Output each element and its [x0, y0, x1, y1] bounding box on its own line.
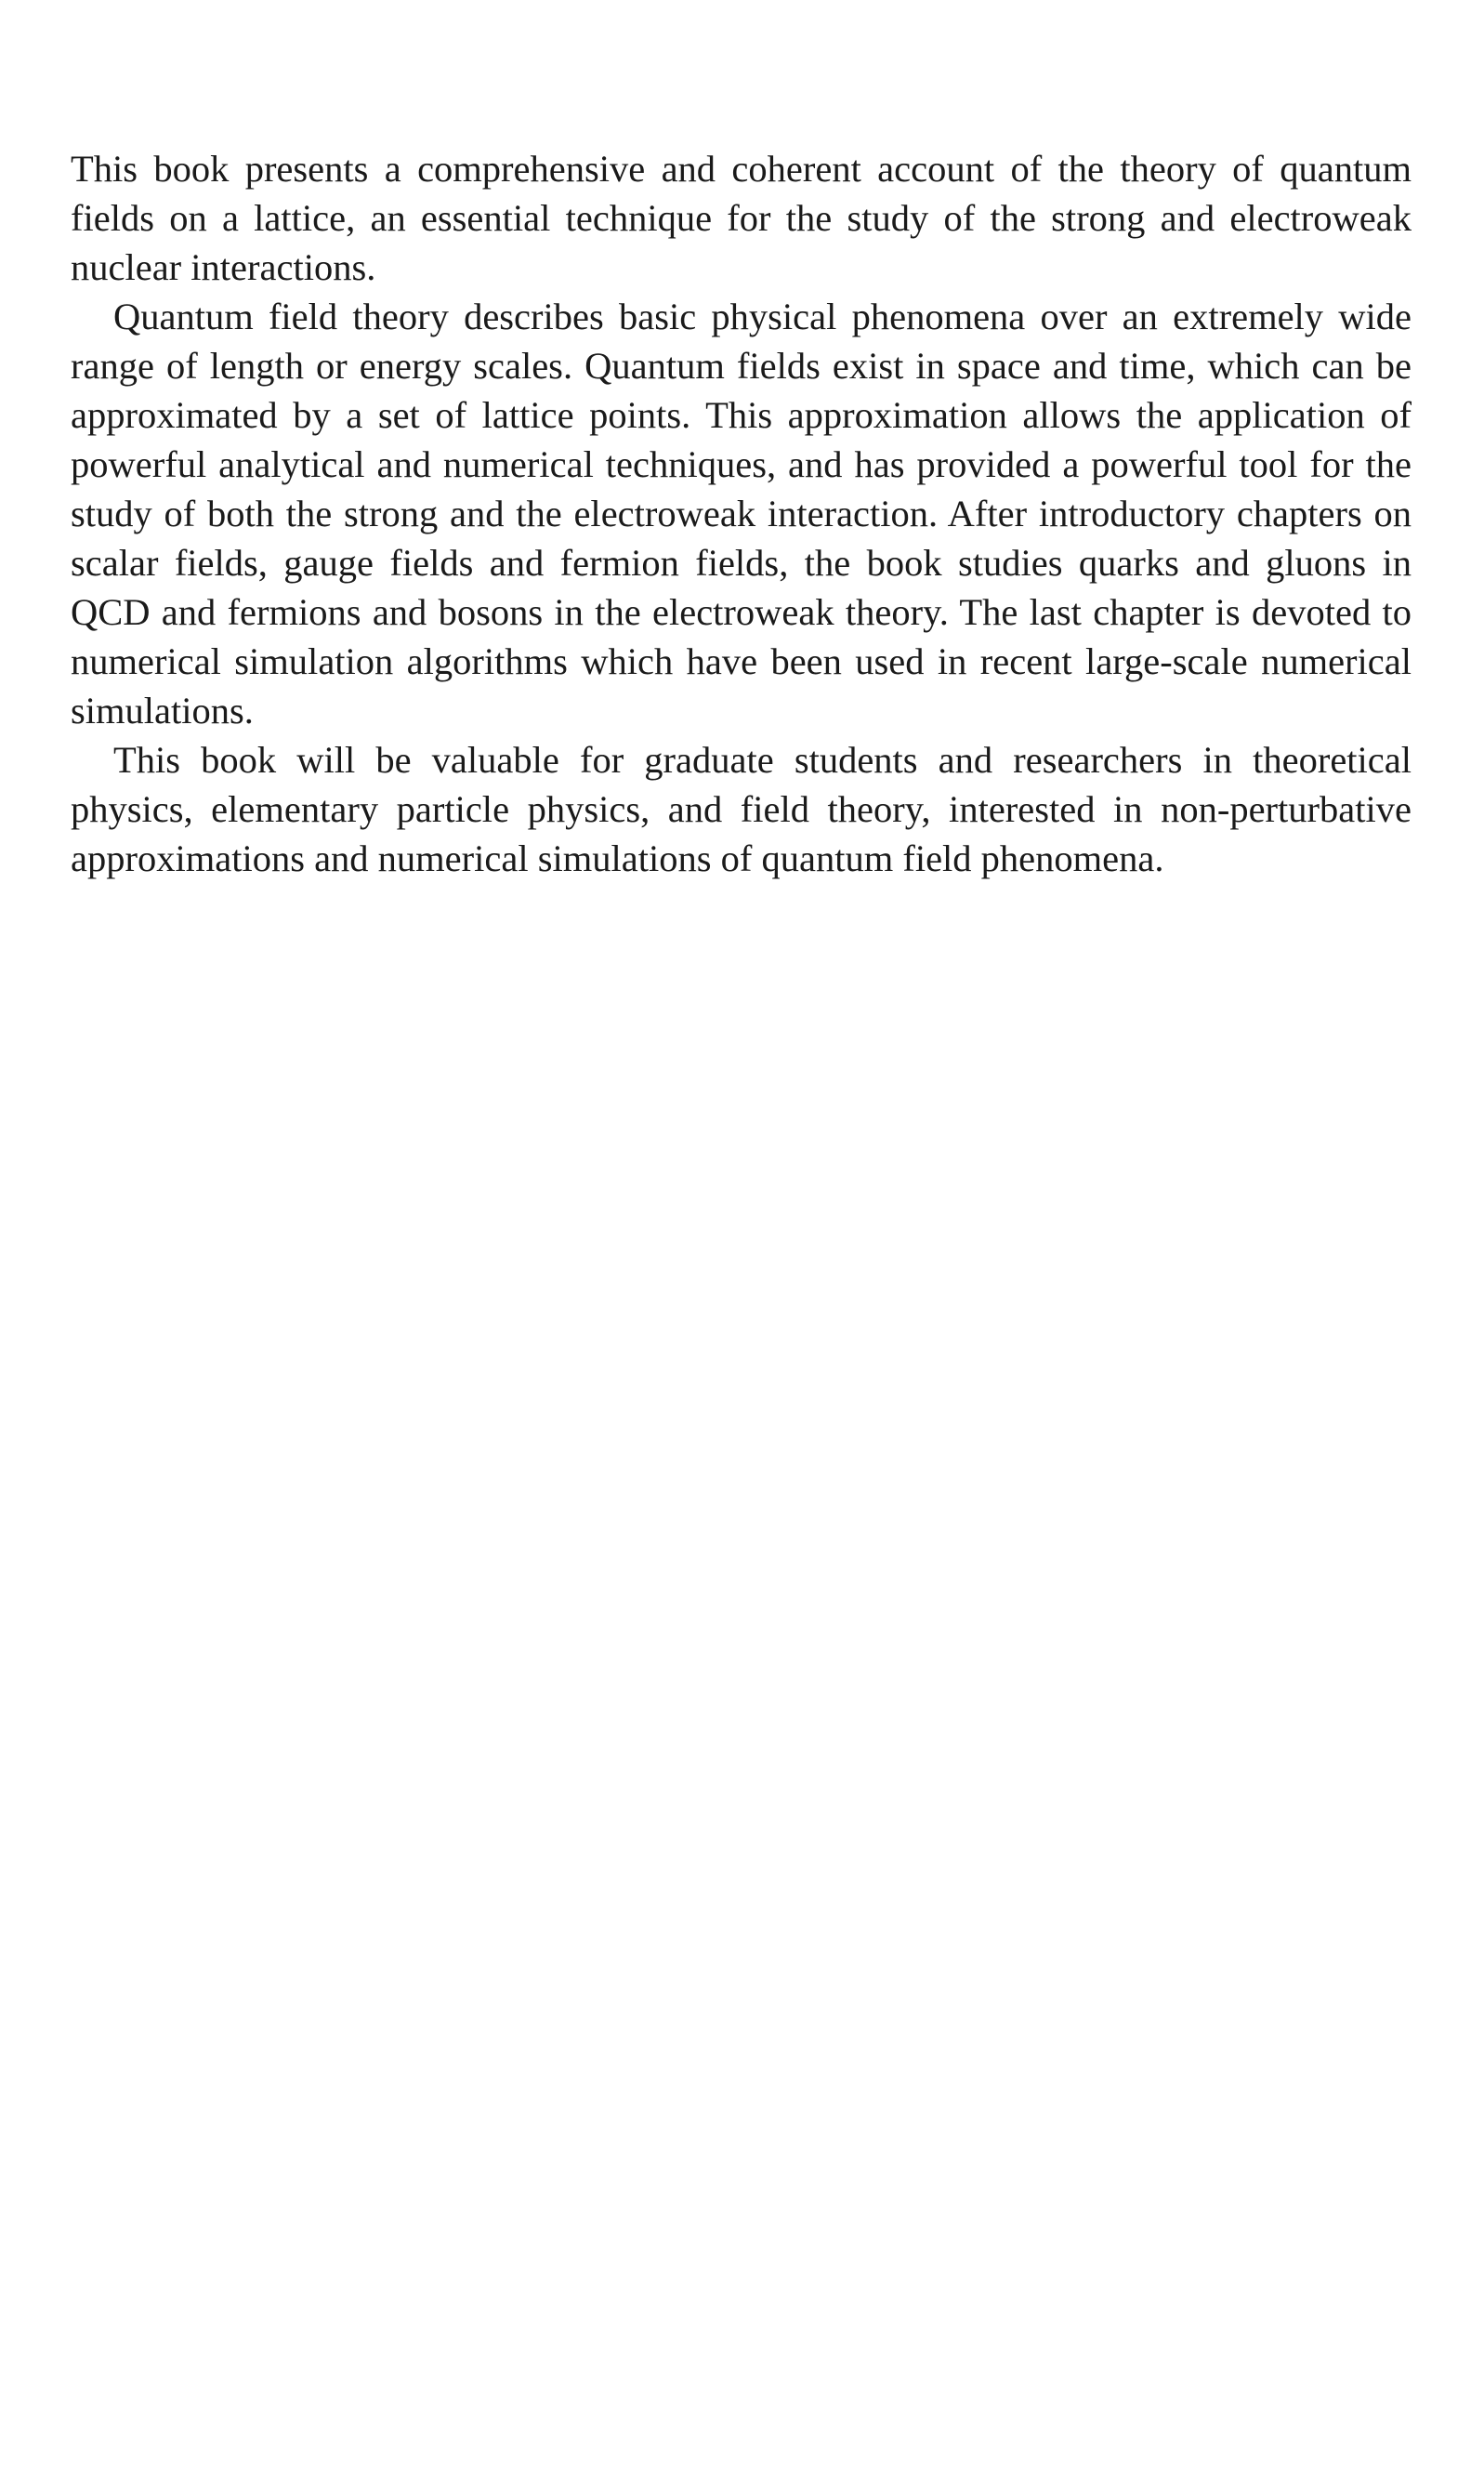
- paragraph-audience: This book will be valuable for graduate students and researchers in theoretical physics, elementary particle physics, and field theory, interested in non-perturbative approximations and numerical simulations of quantum field phenomena.: [71, 739, 1412, 879]
- paragraph-intro: This book presents a comprehensive and coherent account of the theory of quantum fields on a lattice, an essential technique for the study of the strong and electroweak nuclear interactions.: [71, 148, 1412, 288]
- book-description: [71, 144, 1412, 883]
- paragraph-overview: Quantum field theory describes basic physical phenomena over an extremely wide range of length or energy scales. Quantum fields exist in space and time, which can be approximated by a set of lattice points. This approximation allows the application of powerful analytical and numerical techniques, and has provided a powerful tool for the study of both the strong and the electroweak interaction. After introductory chapters on scalar fields, gauge fields and fermion fields, the book studies quarks and gluons in QCD and fermions and bosons in the electroweak theory. The last chapter is devoted to numerical simulation algorithms which have been used in recent large-scale numerical simulations.: [71, 296, 1412, 732]
